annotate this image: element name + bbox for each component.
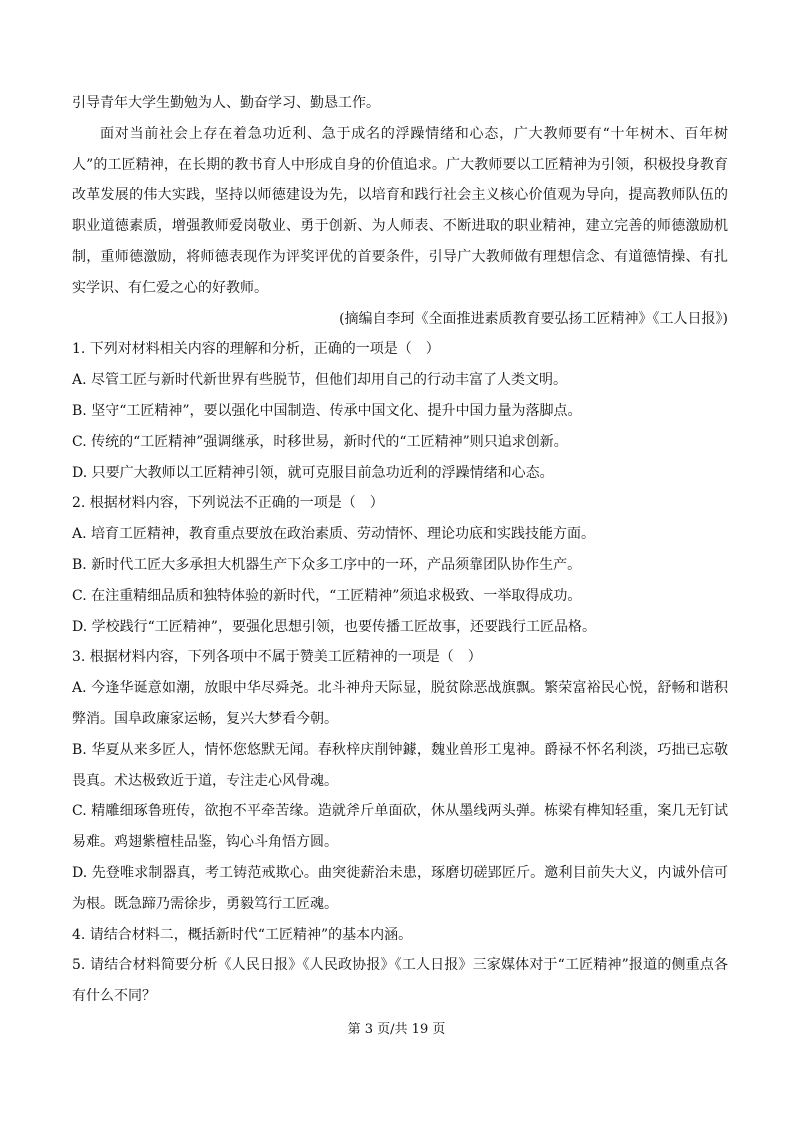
paragraph-teachers: 面对当前社会上存在着急功近利、急于成名的浮躁情绪和心态，广大教师要有“十年树木、百年树人”的工匠精神，在长期的教书育人中形成自身的价值追求。广大教师要以工匠精神为引领，积极投身教育改革发展的伟大实践，坚持以师德建设为先，以培育和践行社会主义核心价值观为导向，提高教师队伍的职业道德素质，增强教师爱岗敬业、勇于创新、为人师表、不断进取的职业精神，建立完善的师德激励机制，重师德激励，将师德表现作为评奖评优的首要条件，引导广大教师做有理想信念、有道德情操、有扎实学识、有仁爱之心的好教师。 — [72, 125, 728, 296]
question-3 — [72, 642, 728, 919]
question-1 — [72, 334, 728, 488]
page-content — [72, 88, 728, 1012]
option-c: C. 精雕细琢鲁班传，欲抱不平牵苦缘。造就斧斤单面砍，休从墨线两头弹。栋梁有榫知轻重，案几无钉试易难。鸡翅紫檀桂品鉴，钩心斗角悟方圆。 — [72, 803, 728, 851]
option-d: D. 学校践行“工匠精神”，要强化思想引领，也要传播工匠故事，还要践行工匠品格。 — [72, 618, 596, 635]
question-stem: 2. 根据材料内容，下列说法不正确的一项是（ ） — [72, 495, 384, 512]
option-b: B. 坚守“工匠精神”，要以强化中国制造、传承中国文化、提升中国力量为落脚点。 — [72, 402, 582, 419]
question-4: 4. 请结合材料二，概括新时代“工匠精神”的基本内涵。 — [72, 926, 413, 943]
question-2 — [72, 488, 728, 642]
option-a: A. 培育工匠精神，教育重点要放在政治素质、劳动情怀、理论功底和实践技能方面。 — [72, 526, 596, 543]
option-b: B. 新时代工匠大多承担大机器生产下众多工序中的一环，产品须靠团队协作生产。 — [72, 556, 582, 573]
option-a: A. 今逢华诞意如潮，放眼中华尽舜尧。北斗神舟天际显，脱贫除恶战旗飘。繁荣富裕民心悦，舒畅和谐积弊消。国阜政廉家运畅，复兴大梦看今朝。 — [72, 680, 728, 727]
option-b: B. 华夏从来多匠人，情怀您悠默无闻。春秋梓庆削钟鐻，魏业兽形工鬼神。爵禄不怀名利淡，巧拙已忘敬畏真。术达极致近于道，专注走心风骨魂。 — [72, 741, 728, 789]
question-stem: 1. 下列对材料相关内容的理解和分析，正确的一项是（ ） — [72, 341, 440, 358]
question-5: 5. 请结合材料简要分析《人民日报》《人民政协报》《工人日报》三家媒体对于“工匠精神”报道的侧重点各有什么不同？ — [72, 957, 728, 1005]
option-d: D. 只要广大教师以工匠精神引领，就可克服目前急功近利的浮躁情绪和心态。 — [72, 464, 554, 481]
page-number-footer: 第 3 页/共 19 页 — [347, 1022, 446, 1037]
question-stem: 3. 根据材料内容，下列各项中不属于赞美工匠精神的一项是（ ） — [72, 649, 482, 666]
option-c: C. 在注重精细品质和独特体验的新时代，“工匠精神”须追求极致、一举取得成功。 — [72, 587, 582, 604]
source-citation: (摘编自李珂《全面推进素质教育要弘扬工匠精神》《工人日报》) — [339, 310, 728, 327]
option-d: D. 先登唯求制器真，考工铸范戒欺心。曲突徙薪治未患，琢磨切磋郢匠斤。邀利目前失大义，内诚外信可为根。既急蹄乃需徐步，勇毅笃行工匠魂。 — [72, 864, 728, 912]
option-c: C. 传统的“工匠精神”强调继承，时移世易，新时代的“工匠精神”则只追求创新。 — [72, 433, 568, 450]
paragraph-continuation: 引导青年大学生勤勉为人、勤奋学习、勤恳工作。 — [72, 95, 380, 111]
option-a: A. 尽管工匠与新时代新世界有些脱节，但他们却用自己的行动丰富了人类文明。 — [72, 372, 568, 389]
